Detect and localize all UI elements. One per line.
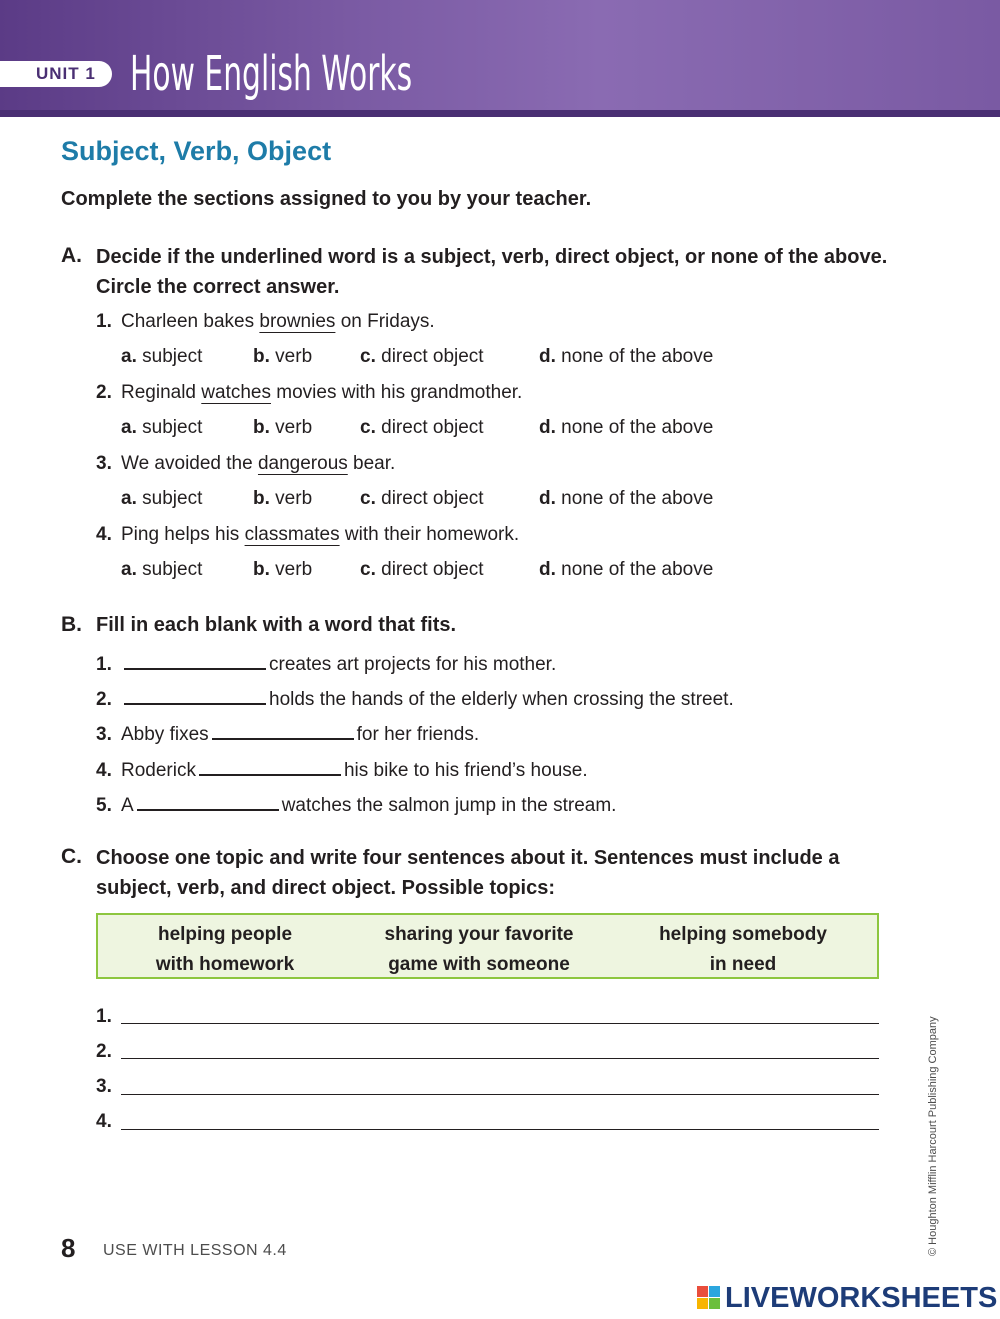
question-1-option-a[interactable]	[121, 346, 202, 368]
question-number: 4.	[96, 524, 112, 545]
option-text: direct object	[381, 559, 484, 580]
question-text-before: Charleen bakes	[121, 311, 260, 332]
writing-line-4[interactable]	[121, 1129, 879, 1130]
question-number: 2.	[96, 382, 112, 403]
underlined-word: dangerous	[257, 453, 348, 474]
question-text-before: Reginald	[121, 382, 202, 403]
item-number: 5.	[96, 795, 112, 816]
question-3	[96, 453, 395, 475]
option-letter: b.	[253, 559, 270, 580]
item-number: 2.	[96, 689, 112, 710]
option-letter: c.	[360, 417, 376, 438]
writing-line-2-number: 2.	[96, 1041, 112, 1062]
liveworksheets-blocks-icon	[697, 1286, 721, 1310]
option-text: verb	[275, 488, 313, 509]
option-letter: c.	[360, 346, 376, 367]
option-text: none of the above	[561, 417, 714, 438]
copyright-notice: © Houghton Mifflin Harcourt Publishing Company	[927, 1016, 939, 1256]
question-3-option-a[interactable]	[121, 488, 202, 510]
option-text: verb	[275, 417, 313, 438]
option-letter: c.	[360, 559, 376, 580]
question-4-option-c[interactable]	[360, 559, 484, 581]
option-text: verb	[275, 559, 313, 580]
option-text: direct object	[381, 417, 484, 438]
page-title: Subject, Verb, Object	[61, 136, 332, 166]
section-c-letter: C.	[61, 845, 82, 868]
question-4-option-b[interactable]	[253, 559, 312, 581]
question-2-option-a[interactable]	[121, 417, 202, 439]
topics-box	[96, 913, 879, 979]
option-letter: a.	[121, 346, 137, 367]
option-text: none of the above	[561, 559, 714, 580]
item-text-before: Roderick	[121, 760, 196, 781]
option-text: direct object	[381, 346, 484, 367]
item-text-before: Abby fixes	[121, 724, 209, 745]
answer-blank[interactable]	[199, 756, 341, 776]
fill-blank-item-5	[96, 791, 616, 817]
item-text-after: holds the hands of the elderly when crossing the street.	[269, 689, 734, 710]
question-number: 1.	[96, 311, 112, 332]
option-letter: a.	[121, 417, 137, 438]
liveworksheets-wordmark: LIVEWORKSHEETS	[725, 1282, 998, 1314]
question-text-after: movies with his grandmother.	[270, 382, 523, 403]
option-letter: b.	[253, 488, 270, 509]
question-4	[96, 524, 519, 546]
option-letter: a.	[121, 559, 137, 580]
question-3-option-d[interactable]	[539, 488, 713, 510]
lesson-reference: USE WITH LESSON 4.4	[103, 1242, 287, 1259]
underlined-word: watches	[201, 382, 271, 403]
unit-label: UNIT 1	[0, 61, 112, 87]
topic-2-line2: game with someone	[388, 954, 570, 975]
writing-line-3[interactable]	[121, 1094, 879, 1095]
item-text-before: A	[121, 795, 134, 816]
fill-blank-item-4	[96, 756, 588, 782]
option-letter: d.	[539, 559, 556, 580]
section-a-instruction: Decide if the underlined word is a subject, verb, direct object, or none of the above. Circle the correct answer.	[96, 246, 888, 298]
option-text: direct object	[381, 488, 484, 509]
item-text-after: for her friends.	[356, 724, 480, 745]
question-number: 3.	[96, 453, 112, 474]
topic-3	[628, 920, 858, 980]
underlined-word: classmates	[244, 524, 340, 545]
option-letter: d.	[539, 488, 556, 509]
question-text-after: with their homework.	[339, 524, 520, 545]
unit-title: How English Works	[130, 46, 413, 102]
section-a-letter: A.	[61, 244, 82, 267]
item-text-after: his bike to his friend’s house.	[343, 760, 588, 781]
topic-1	[110, 920, 340, 980]
question-2-option-c[interactable]	[360, 417, 484, 439]
option-text: subject	[142, 559, 203, 580]
option-text: subject	[142, 488, 203, 509]
writing-line-4-number: 4.	[96, 1111, 112, 1132]
option-letter: c.	[360, 488, 376, 509]
question-1-option-c[interactable]	[360, 346, 484, 368]
question-2	[96, 382, 522, 404]
writing-line-3-number: 3.	[96, 1076, 112, 1097]
section-b-letter: B.	[61, 613, 82, 636]
option-letter: d.	[539, 417, 556, 438]
answer-blank[interactable]	[124, 685, 266, 705]
question-3-option-c[interactable]	[360, 488, 484, 510]
question-2-option-b[interactable]	[253, 417, 312, 439]
topic-2-line1: sharing your favorite	[384, 924, 574, 945]
option-text: subject	[142, 417, 203, 438]
question-text-after: bear.	[347, 453, 396, 474]
fill-blank-item-2	[96, 685, 734, 711]
writing-line-1[interactable]	[121, 1023, 879, 1024]
topic-3-line1: helping somebody	[659, 924, 827, 945]
option-text: verb	[275, 346, 313, 367]
topic-2	[364, 920, 594, 980]
question-4-option-d[interactable]	[539, 559, 713, 581]
option-text: none of the above	[561, 346, 714, 367]
topic-1-line2: with homework	[155, 954, 295, 975]
option-text: subject	[142, 346, 203, 367]
question-3-option-b[interactable]	[253, 488, 312, 510]
writing-line-1-number: 1.	[96, 1006, 112, 1027]
option-letter: b.	[253, 417, 270, 438]
question-1-option-d[interactable]	[539, 346, 713, 368]
item-text-after: creates art projects for his mother.	[269, 654, 557, 675]
fill-blank-item-3	[96, 720, 479, 746]
item-text-after: watches the salmon jump in the stream.	[281, 795, 617, 816]
topic-3-line2: in need	[709, 954, 777, 975]
answer-blank[interactable]	[212, 720, 354, 740]
item-number: 4.	[96, 760, 112, 781]
option-letter: a.	[121, 488, 137, 509]
option-letter: b.	[253, 346, 270, 367]
answer-blank[interactable]	[137, 791, 279, 811]
header-divider	[0, 110, 1000, 117]
question-1-option-b[interactable]	[253, 346, 312, 368]
question-text-before: Ping helps his	[121, 524, 245, 545]
question-text-after: on Fridays.	[335, 311, 435, 332]
item-number: 1.	[96, 654, 112, 675]
page-number: 8	[61, 1233, 76, 1263]
section-c-instruction: Choose one topic and write four sentences about it. Sentences must include a subject, verb, and direct object. Possible topics:	[96, 847, 840, 899]
option-letter: d.	[539, 346, 556, 367]
topic-1-line1: helping people	[157, 924, 293, 945]
item-number: 3.	[96, 724, 112, 745]
question-1	[96, 311, 435, 333]
section-b-instruction: Fill in each blank with a word that fits.	[96, 614, 457, 636]
option-text: none of the above	[561, 488, 714, 509]
question-4-option-a[interactable]	[121, 559, 202, 581]
question-2-option-d[interactable]	[539, 417, 713, 439]
writing-line-2[interactable]	[121, 1058, 879, 1059]
answer-blank[interactable]	[124, 650, 266, 670]
underlined-word: brownies	[259, 311, 336, 332]
question-text-before: We avoided the	[121, 453, 258, 474]
intro-instruction: Complete the sections assigned to you by your teacher.	[61, 188, 592, 210]
fill-blank-item-1	[96, 650, 556, 676]
